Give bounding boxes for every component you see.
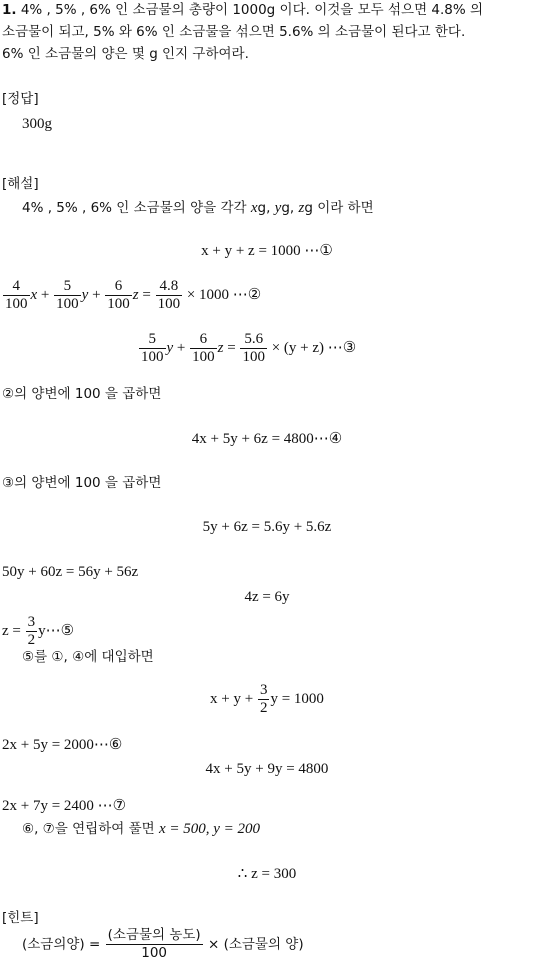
problem-line-3: 6% 인 소금물의 양은 몇 g 인지 구하여라.: [2, 46, 249, 62]
problem-line-2: 소금물이 되고, 5% 와 6% 인 소금물을 섞으면 5.6% 의 소금물이 된다고 한다.: [2, 24, 466, 40]
hint-label: [힌트]: [2, 910, 39, 926]
step-2: ③의 양변에 100 을 곱하면: [2, 475, 162, 491]
intro-g1: g,: [257, 200, 275, 216]
step-3: ⑤를 ①, ④에 대입하면: [22, 649, 154, 665]
hint-formula: [22, 927, 304, 962]
fraction: $\frac{4.8}{100}$: [157, 278, 181, 312]
equation-8-rhs: y⋯⑤: [38, 622, 75, 639]
intro-text-a: 4% , 5% , 6% 인 소금물의 양을 각각: [22, 200, 251, 216]
var-x: x: [250, 200, 258, 216]
intro-text-b: g 이라 하면: [304, 200, 374, 216]
fraction: $\frac{6}{100}$: [107, 278, 130, 312]
equation-9-lhs: x + y +: [210, 690, 257, 707]
hint-lhs: (소금의양) =: [22, 936, 105, 953]
equation-12: 2x + 7y = 2400 ⋯⑦: [2, 798, 127, 814]
equation-4: 4x + 5y + 6z = 4800⋯④: [191, 431, 343, 447]
step-4-text: ⑥, ⑦을 연립하여 풀면: [22, 821, 159, 837]
equation-8-lhs: z =: [2, 622, 25, 639]
fraction: $\frac{3}{2}$: [27, 614, 36, 648]
fraction: $\frac{4}{100}$: [5, 278, 28, 312]
equation-8: [2, 614, 74, 649]
equation-10: 2x + 5y = 2000⋯⑥: [2, 737, 123, 753]
equation-3-tail: × (y + z) ⋯③: [267, 339, 357, 356]
equation-9: [0, 682, 534, 717]
equation-3: $\frac{5}{100}$ y + $\frac{6}{100}$ z = $\frac{5.6}{100}$ × (y + z) ⋯③: [141, 331, 357, 365]
equation-13: ∴ z = 300: [237, 866, 297, 882]
problem-text-1: 4% , 5% , 6% 인 소금물의 총량이 1000g 이다. 이것을 모두 섞으면 4.8% 의: [20, 2, 484, 18]
var-y: y: [274, 200, 282, 216]
problem-line-1: [2, 0, 483, 20]
fraction: $\frac{5.6}{100}$: [242, 331, 265, 365]
step-4: [22, 819, 260, 839]
step-4-values: x = 500, y = 200: [158, 821, 261, 837]
equation-11: 4x + 5y + 9y = 4800: [205, 761, 329, 777]
answer-value: 300g: [22, 116, 52, 132]
solution-label: [해설]: [2, 176, 39, 192]
fraction: $\frac{3}{2}$: [259, 682, 268, 716]
step-1: ②의 양변에 100 을 곱하면: [2, 386, 162, 402]
equation-1: x + y + z = 1000 ⋯①: [201, 243, 333, 259]
solution-intro: [22, 198, 374, 218]
answer-label: [정답]: [2, 91, 39, 107]
equation-2: $\frac{4}{100}$ x + $\frac{5}{100}$ y + $\frac{6}{100}$ z = $\frac{4.8}{100}$ × 1000 ⋯②: [5, 278, 262, 312]
equation-5: 5y + 6z = 5.6y + 5.6z: [202, 519, 332, 535]
hint-rhs: × (소금물의 양): [203, 936, 304, 953]
fraction: $\frac{5}{100}$: [141, 331, 164, 365]
fraction: $\frac{6}{100}$: [192, 331, 215, 365]
equation-2-tail: × 1000 ⋯②: [183, 286, 262, 303]
hint-fraction: $\frac{\text{(소금물의 농도)}}{100}$: [107, 927, 201, 961]
equation-6: 50y + 60z = 56y + 56z: [2, 564, 139, 580]
var-z: z: [298, 200, 305, 216]
fraction: $\frac{5}{100}$: [56, 278, 79, 312]
problem-number: 1.: [2, 2, 17, 18]
equation-7: 4z = 6y: [244, 589, 290, 605]
intro-g2: g,: [281, 200, 299, 216]
equation-9-rhs: y = 1000: [270, 690, 324, 707]
